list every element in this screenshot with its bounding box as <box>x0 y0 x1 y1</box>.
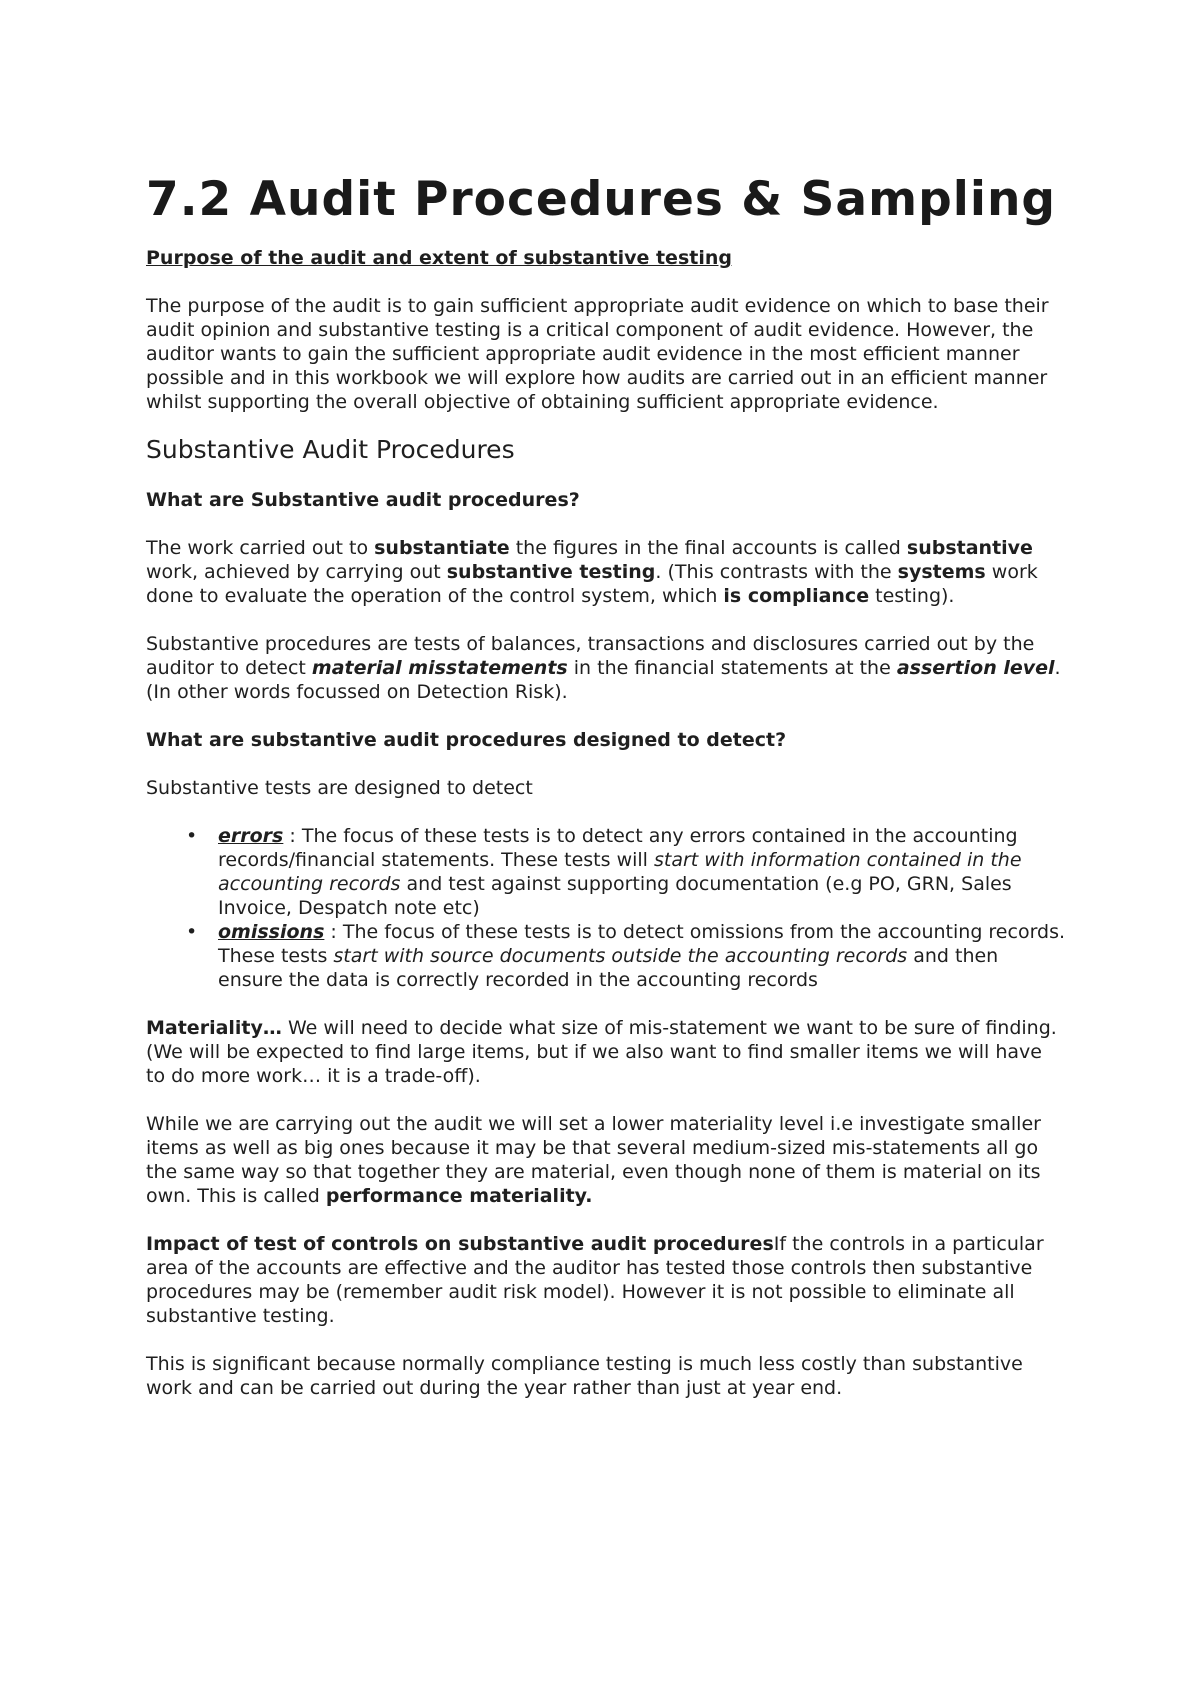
bullet-icon: • <box>186 825 198 847</box>
page-title: 7.2 Audit Procedures & Sampling <box>146 172 1057 227</box>
bullet-icon: • <box>186 921 198 943</box>
list-item-errors: • errors : The focus of these tests is to detect any errors contained in the accounting records/financial statements. These tests will start with information contained in the accounting records and test against supporting documentation (e.g PO, GRN, Sales Invoice, Despatch note etc) <box>186 825 1022 919</box>
detection-list <box>146 824 1066 992</box>
purpose-paragraph: The purpose of the audit is to gain sufficient appropriate audit evidence on which to base their audit opinion and substantive testing is a critical component of audit evidence. However, the auditor wants to gain the sufficient appropriate audit evidence in the most efficient manner possible and in this workbook we will explore how audits are carried out in an efficient manner whilst supporting the overall objective of obtaining sufficient appropriate evidence. <box>146 295 1049 413</box>
what-are-heading: What are Substantive audit procedures? <box>146 489 580 511</box>
substantive-definition-paragraph: The work carried out to substantiate the figures in the final accounts is called substantive work, achieved by carrying out substantive testing. (This contrasts with the systems work done to evaluate the operation of the control system, which is compliance testing). <box>146 537 1038 607</box>
section-heading: Substantive Audit Procedures <box>146 435 515 464</box>
purpose-heading: Purpose of the audit and extent of substantive testing <box>146 247 732 269</box>
materiality-paragraph: Materiality… We will need to decide what size of mis-statement we want to be sure of finding. (We will be expected to find large items, but if we also want to find smaller items we will have to do more work… it is a trade-off). <box>146 1017 1057 1087</box>
document-content <box>146 170 1066 1400</box>
list-item-omissions: • omissions : The focus of these tests is to detect omissions from the accounting records. These tests start with source documents outside the accounting records and then ensure the data is correctly recorded in the accounting records <box>186 921 1066 991</box>
performance-materiality-paragraph: While we are carrying out the audit we will set a lower materiality level i.e investigate smaller items as well as big ones because it may be that several medium-sized mis-statements all go the same way so that together they are material, even though none of them is material on its own. This is called performance materiality. <box>146 1113 1041 1207</box>
designed-intro: Substantive tests are designed to detect <box>146 777 533 799</box>
significance-paragraph: This is significant because normally compliance testing is much less costly than substantive work and can be carried out during the year rather than just at year end. <box>146 1353 1023 1399</box>
designed-heading: What are substantive audit procedures designed to detect? <box>146 729 787 751</box>
substantive-procedures-paragraph: Substantive procedures are tests of balances, transactions and disclosures carried out by the auditor to detect material misstatements in the financial statements at the assertion level. (In other words focussed on Detection Risk). <box>146 633 1061 703</box>
impact-paragraph: Impact of test of controls on substantive audit proceduresIf the controls in a particular area of the accounts are effective and the auditor has tested those controls then substantive procedures may be (remember audit risk model). However it is not possible to eliminate all substantive testing. <box>146 1233 1044 1327</box>
